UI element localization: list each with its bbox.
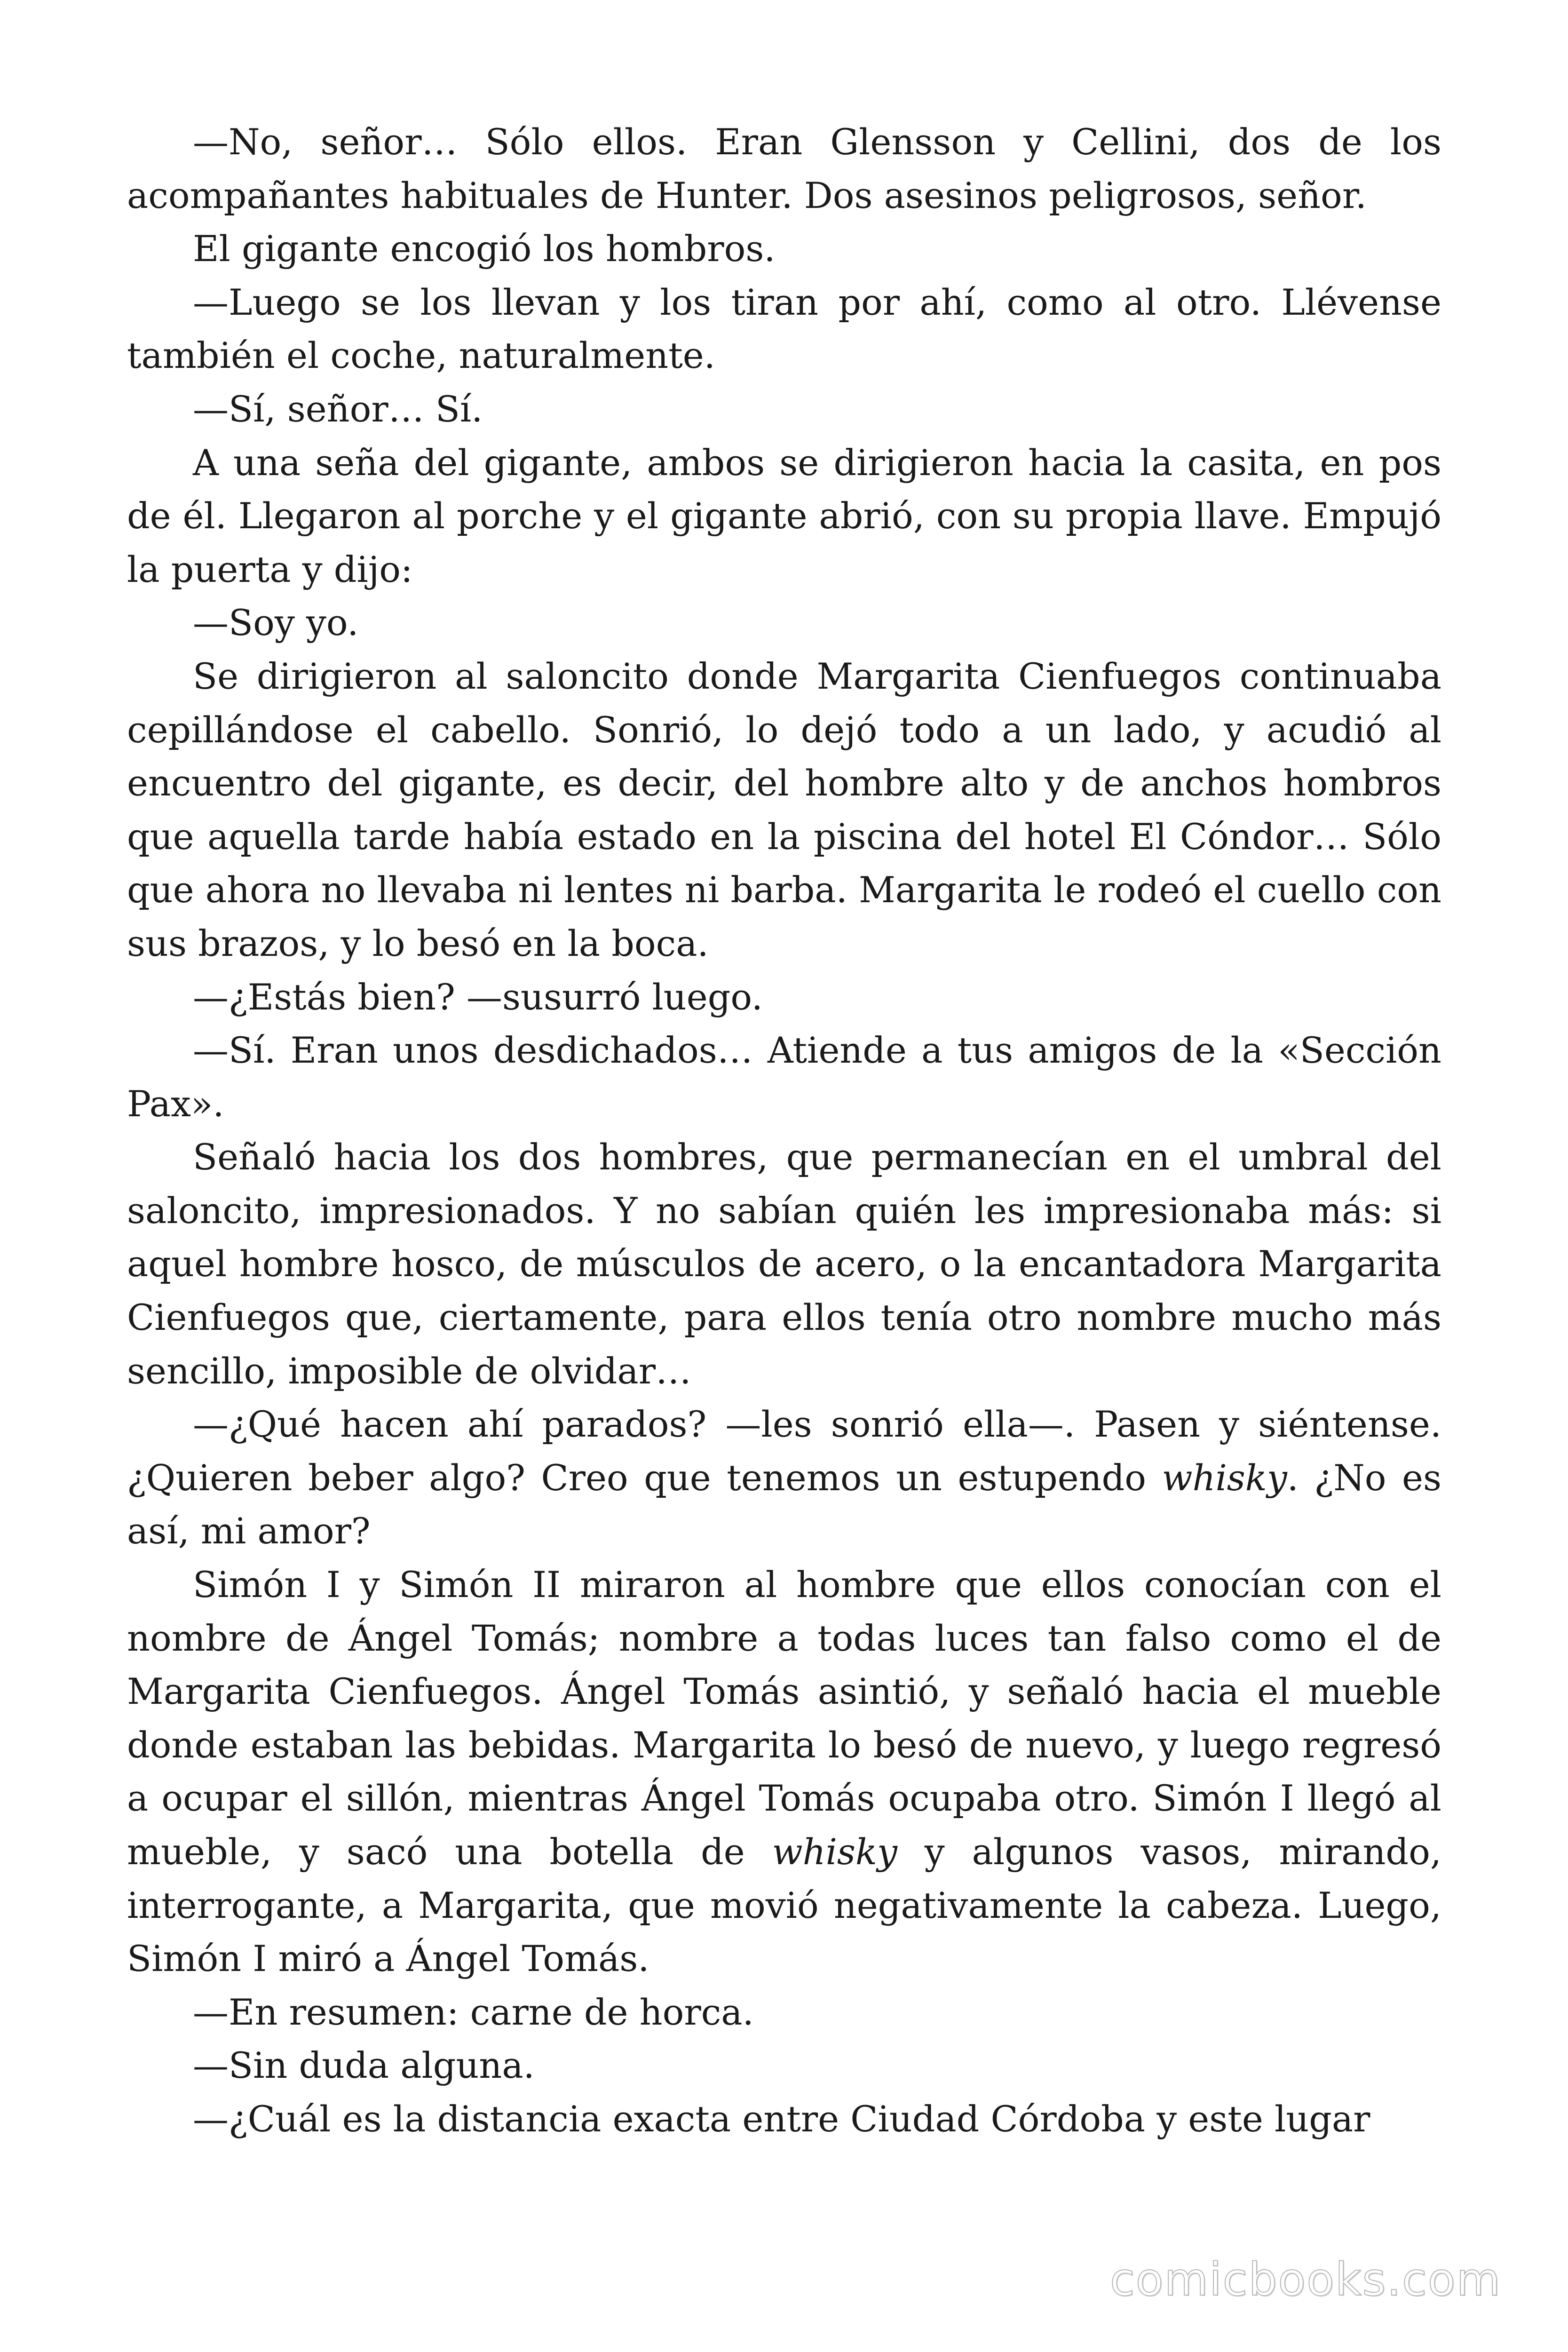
paragraph-11-italic: whisky (1162, 1456, 1287, 1499)
paragraph-1: —No, señor… Sólo ellos. Eran Glensson y Cellini, dos de los acompañantes habituales de Hunter. Dos asesinos peligrosos, señor. (127, 121, 1441, 216)
paragraph-12-text-b: y algunos vasos, mirando, interrogante, a Margarita, que movió negativamente la cabeza. Luego, Simón I miró a Ángel Tomás. (127, 1831, 1441, 1980)
paragraph-11 (127, 1398, 1441, 1558)
paragraph-14: —Sin duda alguna. (193, 2044, 535, 2087)
paragraph-3: —Luego se los llevan y los tiran por ahí, como al otro. Llévense también el coche, naturalmente. (127, 281, 1441, 377)
paragraph-12 (127, 1558, 1441, 1986)
paragraph-5: A una seña del gigante, ambos se dirigieron hacia la casita, en pos de él. Llegaron al porche y el gigante abrió, con su propia llave. Empujó la puerta y dijo: (127, 441, 1441, 590)
body-text (127, 115, 1441, 2146)
paragraph-11-text-b: . ¿No es así, mi amor? (127, 1456, 1441, 1552)
paragraph-4: —Sí, señor… Sí. (193, 388, 483, 430)
paragraph-15: —¿Cuál es la distancia exacta entre Ciudad Córdoba y este lugar (193, 2098, 1370, 2140)
paragraph-2: El gigante encogió los hombros. (193, 228, 776, 270)
paragraph-12-text-a: Simón I y Simón II miraron al hombre que ellos conocían con el nombre de Ángel Tomás; nombre a todas luces tan falso como el de Margarita Cienfuegos. Ángel Tomás asintió, y señaló hacia el mueble donde estaban las bebidas. Margarita lo besó de nuevo, y luego regresó a ocupar el sillón, mientras Ángel Tomás ocupaba otro. Simón I llegó al mueble, y sacó una botella de (127, 1564, 1441, 1873)
paragraph-9: —Sí. Eran unos desdichados… Atiende a tus amigos de la «Sección Pax». (127, 1029, 1441, 1125)
paragraph-6: —Soy yo. (193, 602, 359, 644)
paragraph-11-text-a: —¿Qué hacen ahí parados? —les sonrió ella—. Pasen y siéntense. ¿Quieren beber algo? Creo que tenemos un estupendo (127, 1403, 1441, 1499)
paragraph-7: Se dirigieron al saloncito donde Margarita Cienfuegos continuaba cepillándose el cabello. Sonrió, lo dejó todo a un lado, y acudió al encuentro del gigante, es decir, del hombre alto y de anchos hombros que aquella tarde había estado en la piscina del hotel El Cóndor… Sólo que ahora no llevaba ni lentes ni barba. Margarita le rodeó el cuello con sus brazos, y lo besó en la boca. (127, 655, 1441, 964)
watermark-logo: comicbooks.com (1109, 2253, 1501, 2306)
paragraph-12-italic: whisky (772, 1831, 897, 1873)
paragraph-8: —¿Estás bien? —susurró luego. (193, 976, 763, 1018)
paragraph-10: Señaló hacia los dos hombres, que permanecían en el umbral del saloncito, impresionados. Y no sabían quién les impresionaba más: si aquel hombre hosco, de músculos de acero, o la encantadora Margarita Cienfuegos que, ciertamente, para ellos tenía otro nombre mucho más sencillo, imposible de olvidar… (127, 1136, 1441, 1392)
paragraph-13: —En resumen: carne de horca. (193, 1991, 754, 2033)
